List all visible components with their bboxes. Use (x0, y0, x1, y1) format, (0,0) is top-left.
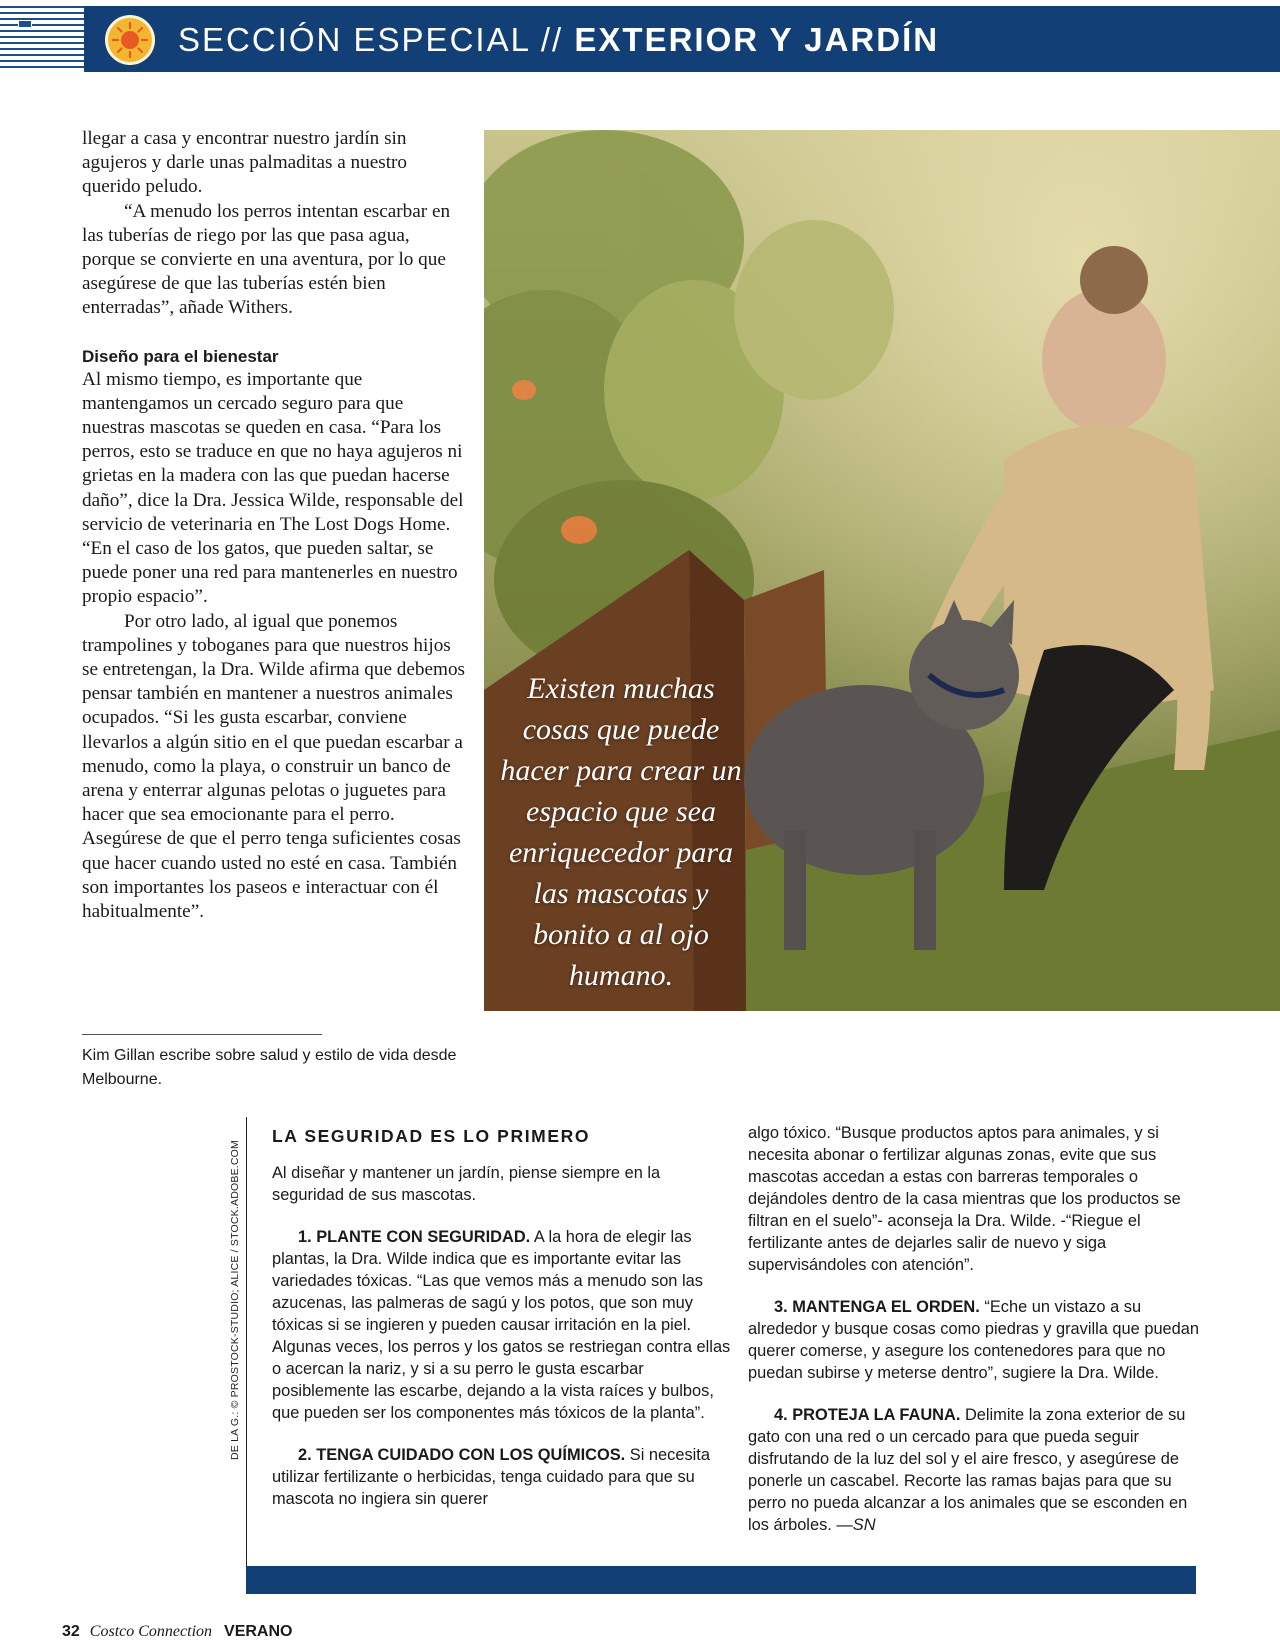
sidebar-tip-3 (748, 1296, 1200, 1384)
section-title-thin: SECCIÓN ESPECIAL // (178, 21, 564, 58)
author-bio: Kim Gillan escribe sobre salud y estilo de vida desde Melbourne. (82, 1047, 457, 1088)
article-paragraph: “A menudo los perros intentan escarbar en las tuberías de riego por las que pasa agua, porque se convierte en una aventura, por lo que asegúrese de que las tuberías estén bien enterradas”, añade Withers. (82, 200, 451, 319)
magazine-name: Costco Connection (89, 1623, 213, 1640)
issue-season: VERANO (224, 1623, 293, 1640)
section-title (178, 18, 939, 62)
sidebar-bottom-bar (246, 1566, 1196, 1594)
sidebar-border (246, 1117, 247, 1577)
article-paragraph: Por otro lado, al igual que ponemos trampolines y toboganes para que nuestros hijos se entretengan, la Dra. Wilde afirma que debemos pensar también en mantener a nuestros animales ocupados. “Si les gusta escarbar, conviene llevarlos a algún sitio en el que puedan escarbar a menudo, como la playa, o construir un banco de arena y enterrar algunas pelotas o juguetes para hacer que sea emocionante para el perro. Asegúrese de que el perro tenga suficientes cosas que hacer cuando usted no esté en casa. También son importantes los paseos e interactuar con él habitualmente”. (82, 610, 465, 923)
tip-body: Si necesita utilizar fertilizante o herbicidas, tenga cuidado para que su mascota no ingiera sin querer (272, 1446, 710, 1508)
pull-quote: Existen muchas cosas que puede hacer para crear un espacio que sea enriquecedor para las mascotas y bonito a al ojo humano. (500, 672, 742, 992)
tip-heading: 2. TENGA CUIDADO CON LOS QUÍMICOS. (298, 1446, 626, 1464)
tip-body: “Eche un vistazo a su alrededor y busque cosas como piedras y gravilla que puedan querer comerse, y asegure los contenedores para que no puedan subirse y meterse dentro”, sugiere la Dra. Wilde. (748, 1298, 1200, 1382)
sidebar-tip-2 (272, 1444, 732, 1510)
article-column (82, 127, 466, 924)
sidebar-title: LA SEGURIDAD ES LO PRIMERO (272, 1126, 591, 1146)
sidebar-tip-4 (748, 1404, 1200, 1536)
tip-heading: 1. PLANTE CON SEGURIDAD. (298, 1228, 531, 1246)
tip-heading: 4. PROTEJA LA FAUNA. (774, 1406, 961, 1424)
sidebar-tip-1 (272, 1226, 732, 1424)
sidebar-column-1 (272, 1124, 732, 1530)
section-title-bold: EXTERIOR Y JARDÍN (574, 21, 940, 58)
sidebar-tip-2-cont: algo tóxico. “Busque productos aptos para animales, y si necesita abonar o fertilizar algunas zonas, evite que sus mascotas accedan a estas con barreras temporales o dejándoles dentro de la casa mientras que los productos se filtran en el suelo”- aconseja la Dra. Wilde. -“Riegue el fertilizante antes de dejarles salir de nuevo y siga supervisándoles con atención”. (748, 1124, 1181, 1274)
sun-icon (104, 14, 156, 66)
page-footer (62, 1620, 292, 1644)
tip-body: Delimite la zona exterior de su gato con una red o un cercado para que pueda seguir disfrutando de la luz del sol y el aire fresco, y asegúrese de ponerle un cascabel. Recorte las ramas bajas para que su perro no pueda alcanzar a los animales que se esconden en los árboles. (748, 1406, 1188, 1534)
photo-credit: DE LA G.: © PROSTOCK-STUDIO; ALICE / STOCK.ADOBE.COM (229, 1140, 241, 1460)
sidebar-intro: Al diseñar y mantener un jardín, piense siempre en la seguridad de sus mascotas. (272, 1164, 661, 1204)
photo-credit-wrap (224, 1120, 246, 1460)
flag-icon (18, 20, 32, 28)
article-paragraph: Al mismo tiempo, es importante que mantengamos un cercado seguro para que nuestras mascotas se queden en casa. “Para los perros, esto se traduce en que no haya agujeros ni grietas en la madera con las que puedan hacerse daño”, dice la Dra. Jessica Wilde, responsable del servicio de veterinaria en The Lost Dogs Home. “En el caso de los gatos, que pueden saltar, se puede poner una red para mantenerles en nuestro propio espacio”. (82, 368, 464, 608)
header-stripes (0, 6, 84, 72)
article-subhead: Diseño para el bienestar (82, 346, 279, 366)
page-number: 32 (62, 1623, 80, 1640)
sidebar-column-2 (748, 1122, 1200, 1556)
tip-heading: 3. MANTENGA EL ORDEN. (774, 1298, 980, 1316)
tip-body: A la hora de elegir las plantas, la Dra. Wilde indica que es importante evitar las variedades tóxicas. “Las que vemos más a menudo son las azucenas, las palmeras de sagú y los potos, que son muy tóxicas si se ingieren y pueden causar irritación en la piel. Algunas veces, los perros y los gatos se restriegan contra ellas o acercan la nariz, y si a su perro le gusta escarbar posiblemente las escarbe, dejando a la vista raíces y bulbos, que pueden ser los componentes más tóxicos de la planta”. (272, 1228, 731, 1422)
signoff: —SN (836, 1516, 876, 1534)
article-paragraph: llegar a casa y encontrar nuestro jardín sin agujeros y darle unas palmaditas a nuestro querido peludo. (82, 128, 408, 198)
bio-divider (82, 1034, 322, 1035)
